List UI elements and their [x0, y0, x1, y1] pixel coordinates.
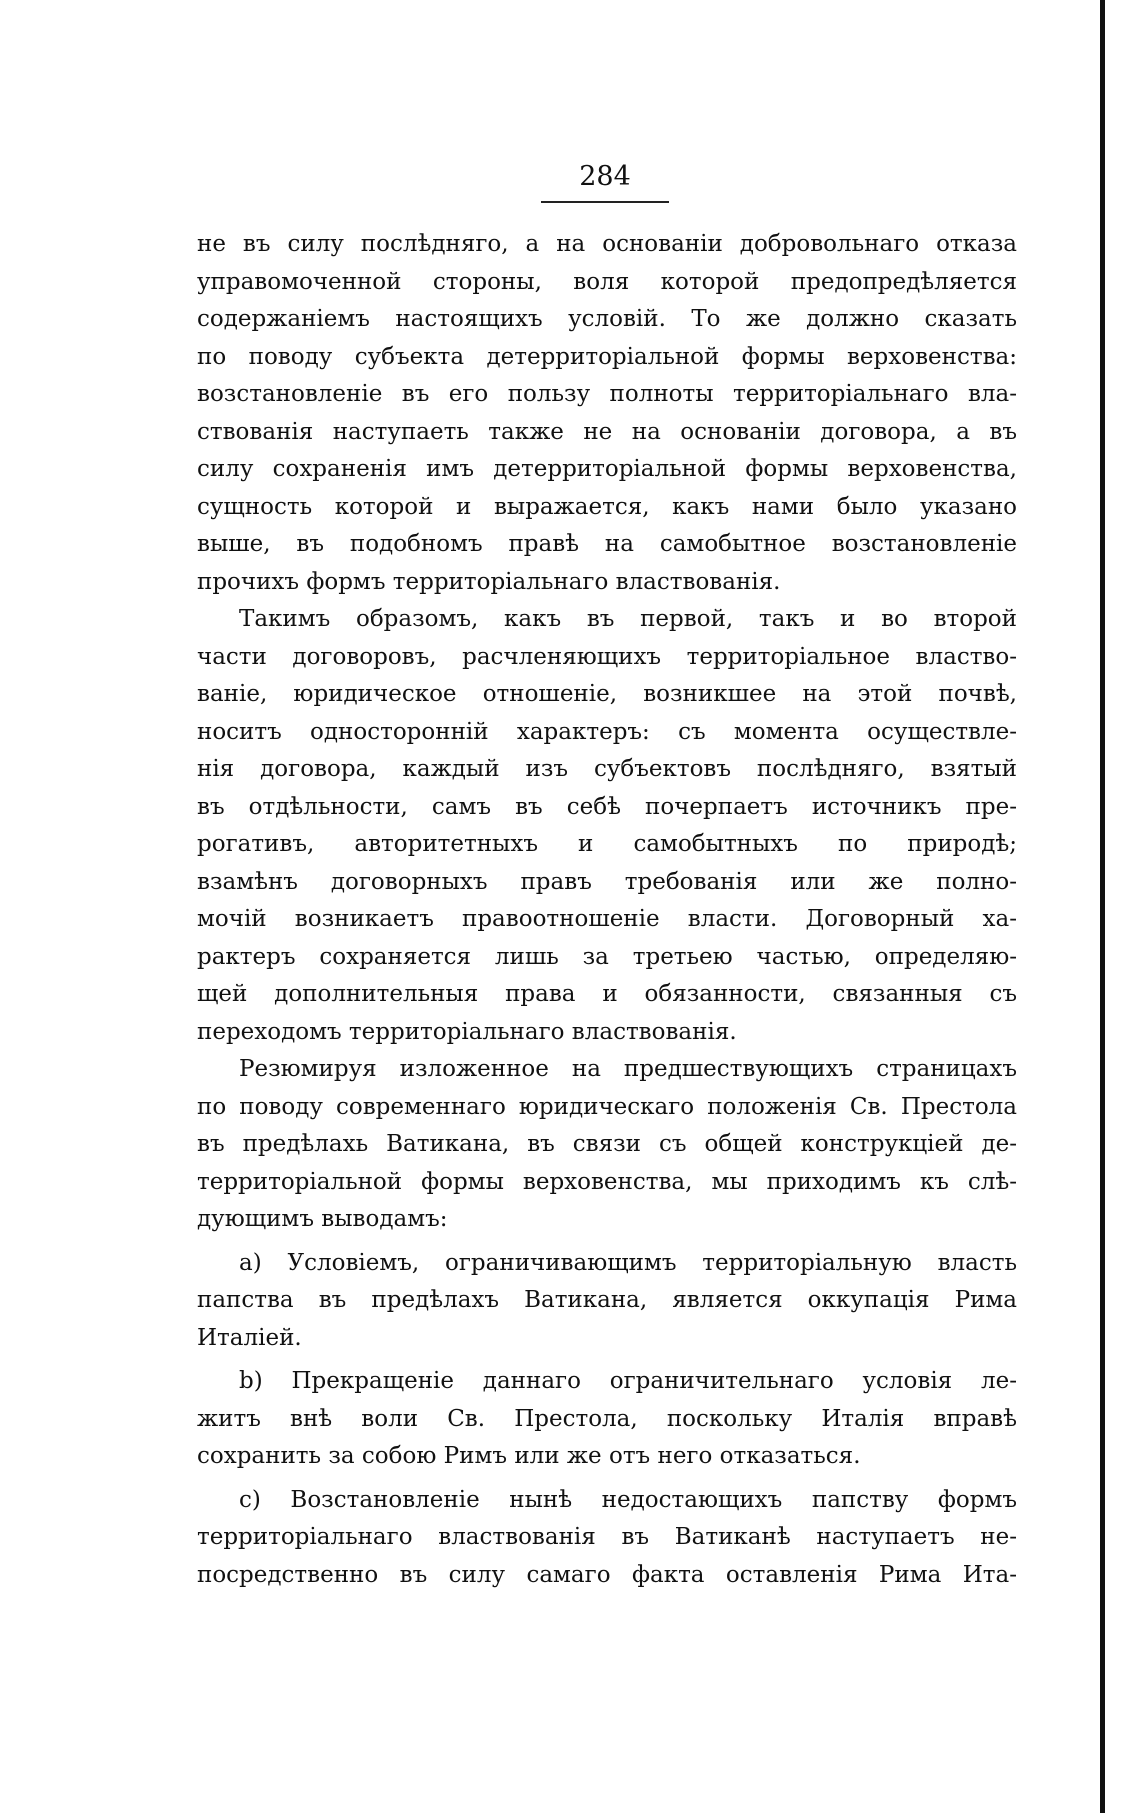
text-line: прочихъ формъ территоріальнаго властвованія.: [197, 568, 781, 595]
list-item-a: a) Условіемъ, ограничивающимъ территоріальную власть: [239, 1249, 1017, 1276]
text-line: нія договора, каждый изъ субъектовъ послѣдняго, взятый: [197, 756, 1017, 782]
list-item-c: c) Возстановленіе нынѣ недостающихъ папству формъ: [239, 1486, 1017, 1513]
body-text: [197, 226, 1017, 1594]
text-line: по поводу субъекта детерриторіальной формы верховенства:: [197, 343, 1017, 370]
page-number-rule: [541, 201, 669, 203]
text-line: ваніе, юридическое отношеніе, возникшее на этой почвѣ,: [197, 681, 1017, 707]
text-line: ствованія наступаеть также не на основаніи договора, а въ: [197, 418, 1017, 445]
text-line: силу сохраненія имъ детерриторіальной формы верховенства,: [197, 456, 1017, 482]
paragraph-start-line: Резюмируя изложенное на предшествующихъ страницахъ: [239, 1056, 1017, 1082]
text-line: носитъ односторонній характеръ: съ момента осуществле-: [197, 718, 1017, 745]
text-line: Италіей.: [197, 1324, 302, 1351]
text-line: выше, въ подобномъ правѣ на самобытное возстановленіе: [197, 531, 1017, 557]
text-line: щей дополнительныя права и обязанности, связанныя съ: [197, 981, 1017, 1007]
text-line: переходомъ территоріальнаго властвованія.: [197, 1018, 737, 1045]
text-line: мочій возникаетъ правоотношеніе власти. Договорный ха-: [197, 906, 1017, 932]
page-edge-rule: [1100, 0, 1105, 1813]
text-line: не въ силу послѣдняго, а на основаніи добровольнаго отказа: [197, 231, 1017, 257]
text-line: по поводу современнаго юридическаго положенія Св. Престола: [197, 1093, 1017, 1120]
text-line: въ предѣлахь Ватикана, въ связи съ общей конструкціей де-: [197, 1131, 1017, 1157]
text-line: въ отдѣльности, самъ въ себѣ почерпаетъ источникъ пре-: [197, 793, 1017, 820]
paragraph-start-line: Такимъ образомъ, какъ въ первой, такъ и во второй: [239, 606, 1017, 632]
text-line: рогативъ, авторитетныхъ и самобытныхъ по природѣ;: [197, 831, 1017, 857]
text-line: папства въ предѣлахъ Ватикана, является оккупація Рима: [197, 1287, 1017, 1313]
text-line: дующимъ выводамъ:: [197, 1206, 448, 1232]
text-line: посредственно въ силу самаго факта оставленія Рима Ита-: [197, 1561, 1017, 1588]
text-line: сущность которой и выражается, какъ нами было указано: [197, 493, 1017, 520]
list-item-b: b) Прекращеніе даннаго ограничительнаго условія ле-: [239, 1368, 1017, 1394]
text-line: сохранить за собою Римъ или же отъ него отказаться.: [197, 1443, 861, 1469]
text-line: управомоченной стороны, воля которой предопредѣляется: [197, 268, 1017, 295]
text-line: рактеръ сохраняется лишь за третьею частью, определяю-: [197, 943, 1017, 970]
text-line: взамѣнъ договорныхъ правъ требованія или же полно-: [197, 868, 1017, 895]
text-line: части договоровъ, расчленяющихъ территоріальное властво-: [197, 643, 1017, 670]
text-line: житъ внѣ воли Св. Престола, поскольку Италія вправѣ: [197, 1405, 1017, 1432]
text-line: территоріальной формы верховенства, мы приходимъ къ слѣ-: [197, 1168, 1017, 1195]
text-line: содержаніемъ настоящихъ условій. То же должно сказать: [197, 306, 1017, 332]
text-line: возстановленіе въ его пользу полноты территоріальнаго вла-: [197, 381, 1017, 407]
text-line: территоріальнаго властвованія въ Ватиканѣ наступаетъ не-: [197, 1524, 1017, 1550]
page-number: 284: [579, 161, 631, 192]
